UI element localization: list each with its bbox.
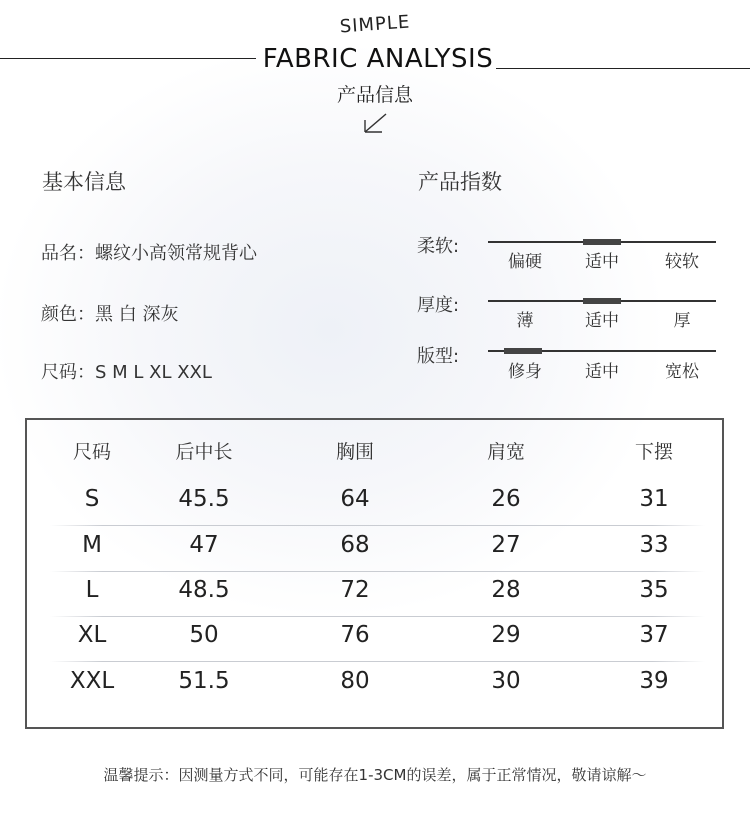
index-label: 版型: bbox=[417, 346, 460, 367]
index-option: 偏硬 bbox=[508, 252, 542, 272]
table-cell: 50 bbox=[189, 622, 219, 648]
table-cell: 37 bbox=[639, 622, 669, 648]
table-header-cell: 肩宽 bbox=[486, 441, 525, 463]
table-header-cell: 尺码 bbox=[72, 441, 111, 463]
table-header-cell: 胸围 bbox=[335, 441, 374, 463]
table-cell: 26 bbox=[491, 486, 521, 512]
footnote: 温馨提示：因测量方式不同，可能存在1-3CM的误差，属于正常情况，敬请谅解～ bbox=[103, 766, 647, 784]
product-index-title: 产品指数 bbox=[418, 170, 502, 194]
table-cell: 72 bbox=[340, 577, 370, 603]
table-cell: 31 bbox=[639, 486, 669, 512]
index-marker bbox=[583, 298, 621, 304]
header-subtitle: 产品信息 bbox=[336, 84, 413, 106]
index-marker bbox=[583, 239, 621, 245]
table-cell: XXL bbox=[69, 668, 115, 694]
table-cell: 27 bbox=[491, 532, 521, 558]
header-rule-right bbox=[496, 68, 750, 69]
table-header-cell: 下摆 bbox=[634, 441, 673, 463]
index-label: 厚度: bbox=[417, 295, 460, 316]
product-color-line: 颜色：黑 白 深灰 bbox=[41, 304, 179, 325]
table-cell: S bbox=[84, 486, 100, 512]
table-cell: 45.5 bbox=[178, 486, 230, 512]
table-cell: 39 bbox=[639, 668, 669, 694]
table-cell: 51.5 bbox=[178, 668, 230, 694]
table-cell: M bbox=[82, 532, 102, 558]
index-option: 适中 bbox=[585, 362, 619, 382]
table-header-cell: 后中长 bbox=[175, 441, 233, 463]
arrow-down-left-icon bbox=[360, 112, 388, 136]
header-rule-left bbox=[0, 58, 256, 59]
index-option: 薄 bbox=[516, 311, 534, 331]
index-label: 柔软: bbox=[417, 236, 460, 257]
table-cell: 30 bbox=[491, 668, 521, 694]
table-cell: 64 bbox=[340, 486, 370, 512]
table-cell: L bbox=[85, 577, 99, 603]
basic-info-title: 基本信息 bbox=[42, 170, 126, 194]
table-cell: 80 bbox=[340, 668, 370, 694]
index-option: 厚 bbox=[673, 311, 691, 331]
table-row-divider bbox=[50, 571, 705, 572]
index-option: 较软 bbox=[665, 252, 699, 272]
table-cell: 35 bbox=[639, 577, 669, 603]
table-cell: 29 bbox=[491, 622, 521, 648]
table-row-divider bbox=[50, 616, 705, 617]
index-option: 适中 bbox=[585, 252, 619, 272]
index-option: 适中 bbox=[585, 311, 619, 331]
table-cell: XL bbox=[77, 622, 107, 648]
header-simple-text: SIMPLE bbox=[339, 11, 411, 38]
table-cell: 68 bbox=[340, 532, 370, 558]
table-row-divider bbox=[50, 661, 705, 662]
header-title: FABRIC ANALYSIS bbox=[262, 44, 494, 74]
table-row-divider bbox=[50, 525, 705, 526]
table-cell: 33 bbox=[639, 532, 669, 558]
table-cell: 28 bbox=[491, 577, 521, 603]
table-cell: 76 bbox=[340, 622, 370, 648]
table-cell: 48.5 bbox=[178, 577, 230, 603]
index-marker bbox=[504, 348, 542, 354]
index-option: 修身 bbox=[508, 362, 542, 382]
product-size-line: 尺码：S M L XL XXL bbox=[41, 362, 212, 383]
index-option: 宽松 bbox=[665, 362, 699, 382]
product-name-line: 品名：螺纹小高领常规背心 bbox=[41, 243, 257, 264]
table-cell: 47 bbox=[189, 532, 219, 558]
